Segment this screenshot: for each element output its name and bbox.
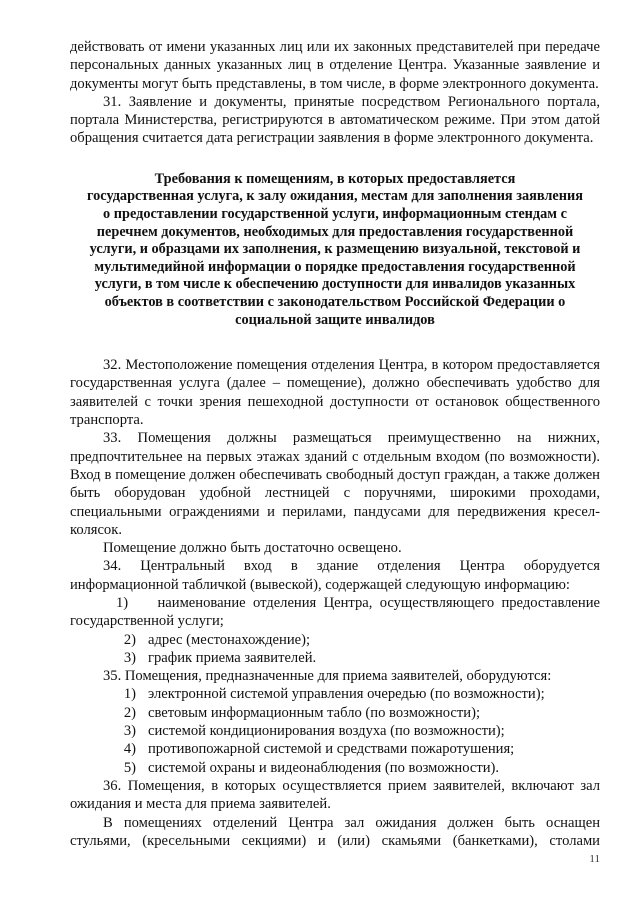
heading-line: о предоставлении государственной услуги, информационным стендам с xyxy=(103,205,567,222)
list-number: 3) xyxy=(123,723,136,740)
list-text: противопожарной системой и средствами пожаротушения; xyxy=(148,741,515,758)
list-number: 2) xyxy=(123,631,136,648)
paragraph-36-waiting-room: В помещениях отделений Центра зал ожидания должен быть оснащен стульями, (кресельными секциями) и (или) скамьями (банкетками), столами xyxy=(70,814,600,849)
paragraph-32: 32. Местоположение помещения отделения Центра, в котором предоставляется государственная услуга (далее – помещение), должно обеспечивать удобство для заявителей с точки зрения пешеходной доступности от остановок общественного транспорта. xyxy=(70,357,600,429)
paragraph-33: 33. Помещения должны размещаться преимущественно на нижних, предпочтительнее на первых этажах зданий с отдельным входом (по возможности). Вход в помещение должен обеспечивать свободный доступ граждан, а также должен быть оборудован удобной лестницей с поручнями, широкими проходами, специальными ограждениями и перилами, пандусами для передвижения кресел-колясок. xyxy=(70,430,600,538)
heading-line: социальной защите инвалидов xyxy=(235,311,435,328)
list-item-34-1 xyxy=(70,594,600,631)
list-item-35-4 xyxy=(70,740,600,758)
heading-line: мультимедийной информации о порядке предоставления государственной xyxy=(94,258,576,275)
heading-line: перечнем документов, необходимых для предоставления государственной xyxy=(96,223,574,240)
list-text: системой кондиционирования воздуха (по возможности); xyxy=(148,723,505,740)
heading-line: услуги, в том числе к обеспечению доступности для инвалидов указанных xyxy=(94,276,576,293)
paragraph-continuation: действовать от имени указанных лиц или их законных представителей при передаче персональных данных указанных лиц в отделение Центра. Указанные заявление и документы могут быть представлены, в том числе, в форме электронного документа. xyxy=(70,39,600,92)
list-item-34-2 xyxy=(70,631,600,649)
paragraph-34: 34. Центральный вход в здание отделения Центра оборудуется информационной табличкой (вывеской), содержащей следующую информацию: xyxy=(70,558,600,593)
list-number: 5) xyxy=(123,759,136,776)
list-number: 3) xyxy=(123,649,136,666)
list-text: наименование отделения Центра, осуществляющего предоставление государственной услуги; xyxy=(70,594,600,630)
list-item-35-3 xyxy=(70,722,600,740)
list-text: системой охраны и видеонаблюдения (по возможности). xyxy=(148,759,500,776)
heading-line: объектов в соответствии с законодательством Российской Федерации о xyxy=(104,293,566,310)
section-heading xyxy=(70,171,600,329)
list-item-35-5 xyxy=(70,759,600,777)
list-number: 4) xyxy=(123,741,136,758)
list-number: 2) xyxy=(123,704,136,721)
list-text: электронной системой управления очередью (по возможности); xyxy=(148,686,545,703)
document-body xyxy=(70,38,600,850)
list-number: 1) xyxy=(123,686,136,703)
list-item-34-3 xyxy=(70,649,600,667)
heading-line: услуги, и образцами их заполнения, к размещению визуальной, текстовой и xyxy=(89,241,581,258)
paragraph-33-lighting: Помещение должно быть достаточно освещено. xyxy=(103,540,402,557)
paragraph-35: 35. Помещения, предназначенные для приема заявителей, оборудуются: xyxy=(103,668,552,685)
list-text: световым информационным табло (по возможности); xyxy=(148,704,480,721)
list-number: 1) xyxy=(116,594,129,611)
heading-line: государственная услуга, к залу ожидания, местам для заполнения заявления xyxy=(87,188,583,205)
list-item-35-1 xyxy=(70,685,600,703)
heading-line: Требования к помещениям, в которых предоставляется xyxy=(154,170,516,187)
paragraph-36: 36. Помещения, в которых осуществляется прием заявителей, включают зал ожидания и места для приема заявителей. xyxy=(70,777,600,813)
page-number: 11 xyxy=(589,853,600,865)
list-item-35-2 xyxy=(70,704,600,722)
paragraph-31: 31. Заявление и документы, принятые посредством Регионального портала, портала Министерства, регистрируются в автоматическом режиме. При этом датой обращения считается дата регистрации заявления в форме электронного документа. xyxy=(70,93,600,147)
list-text: адрес (местонахождение); xyxy=(148,631,311,648)
list-text: график приема заявителей. xyxy=(148,649,317,666)
